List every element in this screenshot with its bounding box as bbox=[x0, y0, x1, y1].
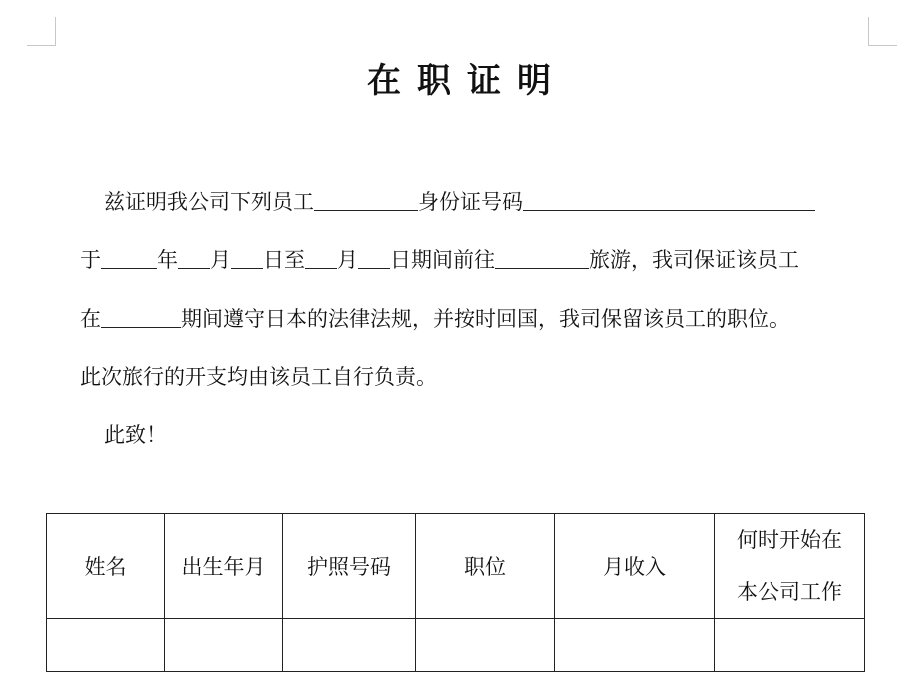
closing-text: 此致！ bbox=[104, 423, 167, 447]
text-segment: 月 bbox=[210, 248, 231, 272]
table-cell-name[interactable] bbox=[47, 619, 165, 672]
paragraph-line-4: 此次旅行的开支均由该员工自行负责。 bbox=[80, 365, 437, 389]
year-blank[interactable] bbox=[101, 246, 157, 269]
text-segment: 期间遵守日本的法律法规，并按时回国，我司保留该员工的职位。 bbox=[181, 307, 790, 331]
text-segment: 日至 bbox=[263, 248, 305, 272]
paragraph-line-2 bbox=[80, 245, 799, 275]
id-number-blank[interactable] bbox=[523, 188, 815, 211]
page-corner-mark-left bbox=[27, 17, 56, 46]
start-month-blank[interactable] bbox=[178, 246, 210, 269]
table-cell-birth-date[interactable] bbox=[165, 619, 283, 672]
text-segment: 旅游，我司保证该员工 bbox=[589, 248, 799, 272]
page-corner-mark-right bbox=[868, 17, 897, 46]
destination-blank[interactable] bbox=[495, 246, 589, 269]
header-birth-date: 出生年月 bbox=[165, 514, 283, 619]
text-segment: 于 bbox=[80, 248, 101, 272]
paragraph-line-1 bbox=[104, 187, 815, 217]
table-cell-employment-start[interactable] bbox=[715, 619, 865, 672]
text-segment: 在 bbox=[80, 307, 101, 331]
paragraph-line-3 bbox=[80, 304, 790, 334]
text-segment: 身份证号码 bbox=[418, 190, 523, 214]
text-segment: 年 bbox=[157, 248, 178, 272]
header-position: 职位 bbox=[416, 514, 555, 619]
employee-name-blank[interactable] bbox=[314, 188, 418, 211]
header-employment-start bbox=[715, 514, 865, 619]
document-title: 在职证明 bbox=[367, 61, 567, 101]
text-segment: 月 bbox=[337, 248, 358, 272]
header-employment-start-line-2: 本公司工作 bbox=[737, 580, 842, 604]
end-day-blank[interactable] bbox=[358, 246, 390, 269]
header-employment-start-line-1: 何时开始在 bbox=[737, 528, 842, 552]
text-segment: 兹证明我公司下列员工 bbox=[104, 190, 314, 214]
header-name: 姓名 bbox=[47, 514, 165, 619]
table-row bbox=[47, 619, 865, 672]
text-segment: 日期间前往 bbox=[390, 248, 495, 272]
end-month-blank[interactable] bbox=[305, 246, 337, 269]
table-cell-position[interactable] bbox=[416, 619, 555, 672]
header-monthly-income: 月收入 bbox=[555, 514, 715, 619]
table-cell-passport-number[interactable] bbox=[283, 619, 416, 672]
period-blank[interactable] bbox=[101, 305, 181, 328]
table-header-row bbox=[47, 514, 865, 619]
header-passport-number: 护照号码 bbox=[283, 514, 416, 619]
table-cell-monthly-income[interactable] bbox=[555, 619, 715, 672]
start-day-blank[interactable] bbox=[231, 246, 263, 269]
employee-info-table bbox=[46, 513, 865, 672]
